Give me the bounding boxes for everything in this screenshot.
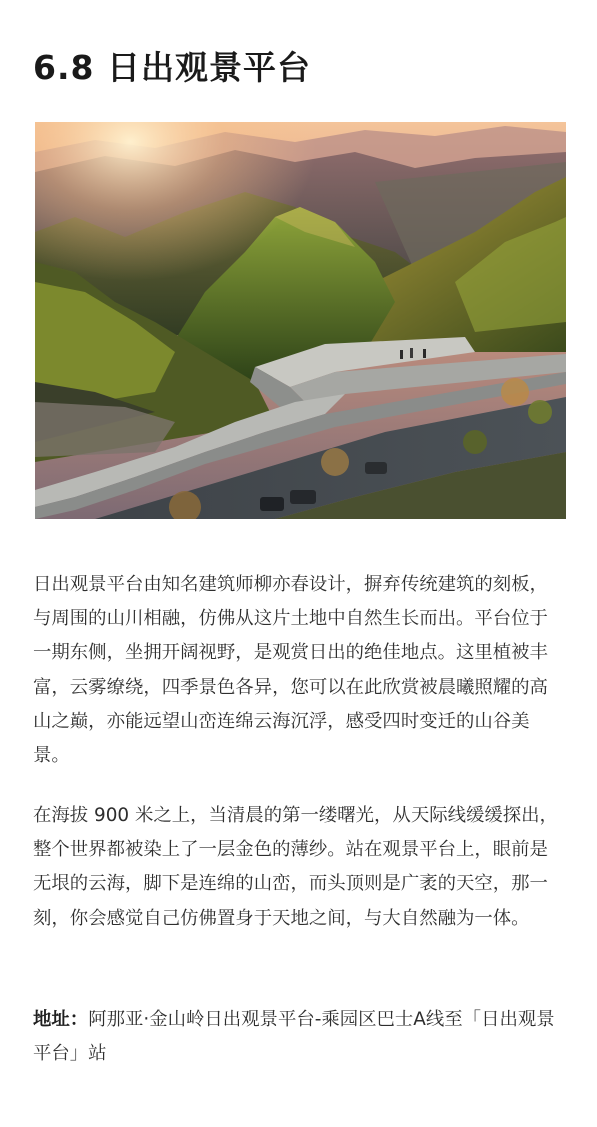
address-block — [33, 1003, 565, 1071]
page-title: 6.8 日出观景平台 — [33, 48, 311, 87]
intro-paragraph: 日出观景平台由知名建筑师柳亦春设计，摒弃传统建筑的刻板，与周围的山川相融，仿佛从这片土地中自然生长而出。平台位于一期东侧，坐拥开阔视野，是观赏日出的绝佳地点。这里植被丰富，云雾缭绕，四季景色各异，您可以在此欣赏被晨曦照耀的高山之巅，亦能远望山峦连绵云海沉浮，感受四时变迁的山谷美景。 — [33, 574, 548, 767]
mountain-sunrise-photo — [35, 122, 566, 519]
address-value: 阿那亚·金山岭日出观景平台-乘园区巴士A线至「日出观景平台」站 — [33, 1009, 555, 1065]
description-paragraph: 在海拔 900 米之上，当清晨的第一缕曙光，从天际线缓缓探出，整个世界都被染上了一层金色的薄纱。站在观景平台上，眼前是无垠的云海，脚下是连绵的山峦，而头顶则是广袤的天空，那一刻，你会感觉自己仿佛置身于天地之间，与大自然融为一体。 — [33, 805, 558, 929]
address-label: 地址： — [33, 1009, 89, 1030]
photo-illustration — [35, 122, 566, 519]
